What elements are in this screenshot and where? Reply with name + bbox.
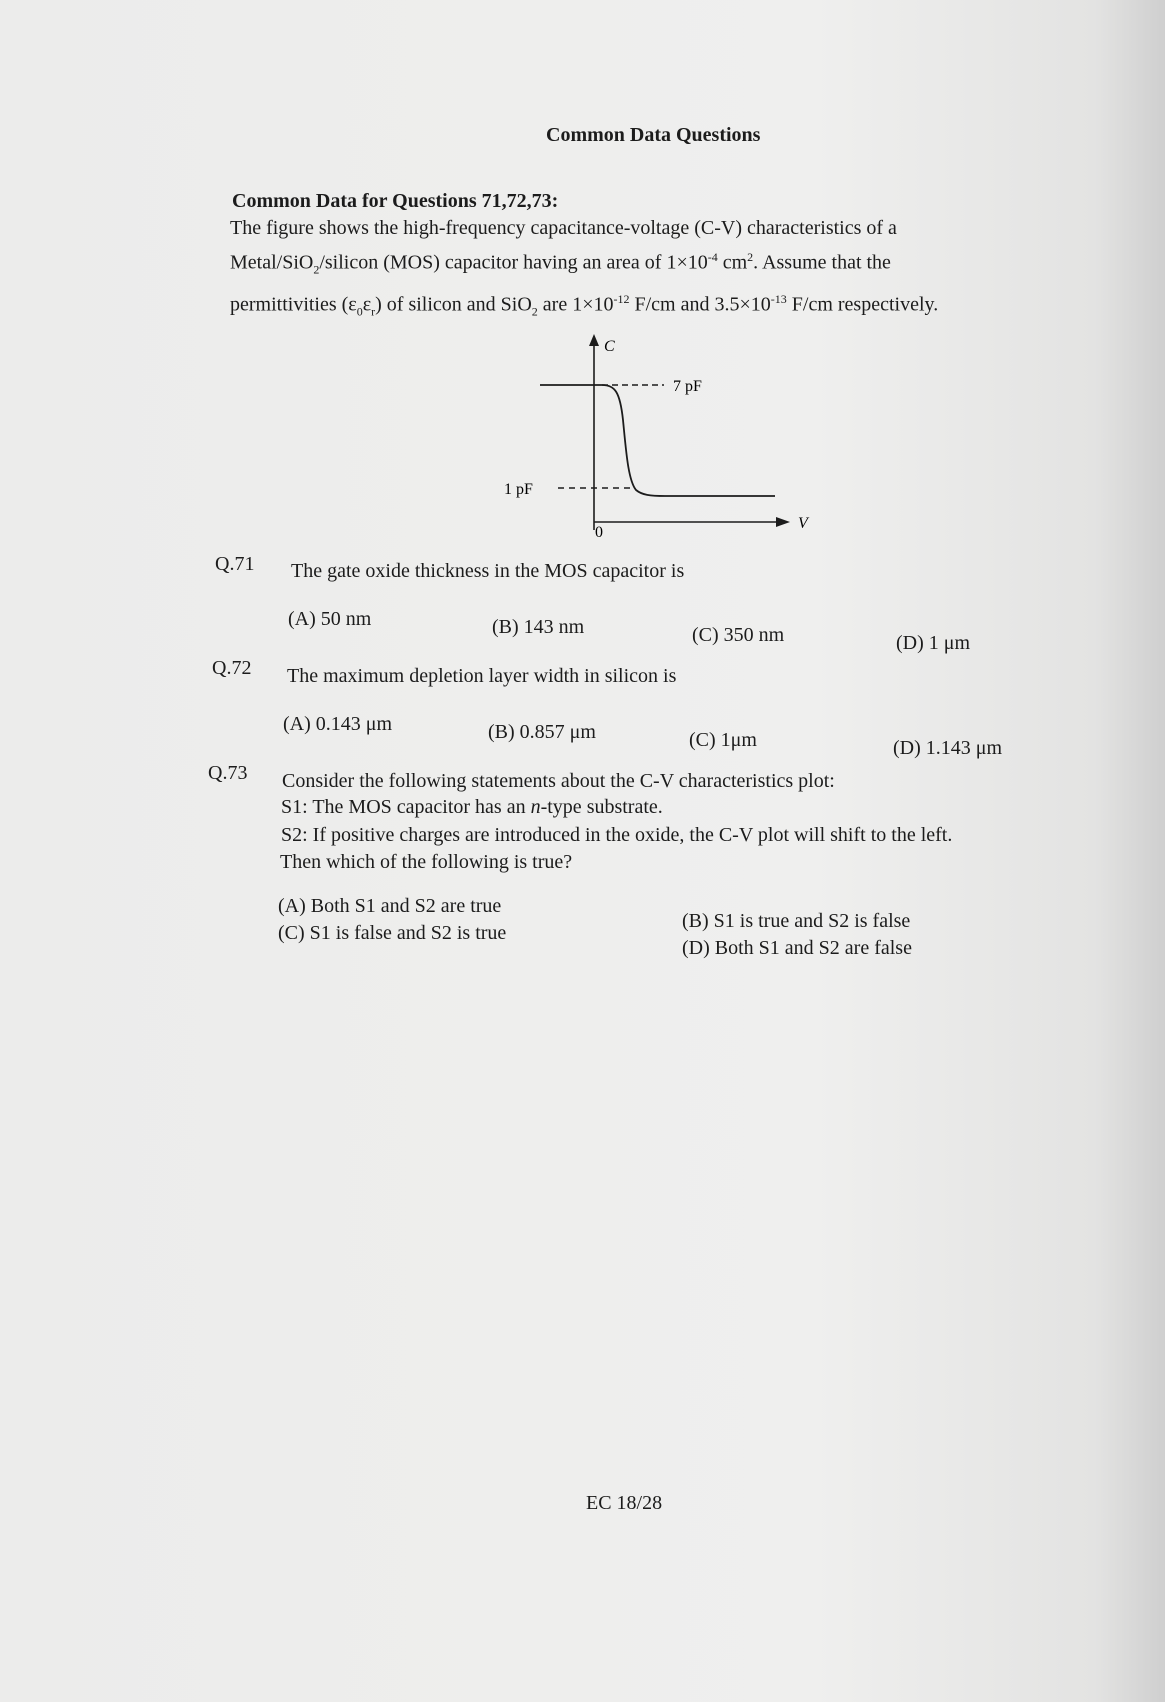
subscript: 0: [356, 304, 363, 319]
common-data-line-2: [230, 243, 1050, 285]
superscript: -4: [707, 250, 718, 264]
q72-option-c[interactable]: (C) 1μm: [689, 729, 757, 751]
question-then: Then which of the following is true?: [280, 851, 573, 873]
q73-option-b[interactable]: (B) S1 is true and S2 is false: [682, 910, 911, 932]
q73-option-c[interactable]: (C) S1 is false and S2 is true: [278, 922, 507, 944]
text-run: ε: [362, 293, 372, 316]
low-capacitance-label: 1 pF: [504, 481, 533, 498]
text-run: are 1×10: [537, 293, 614, 316]
text-run: F/cm respectively.: [786, 293, 939, 316]
subscript: 2: [531, 304, 538, 319]
common-data-line-3: [230, 285, 1050, 327]
text-run: /silicon (MOS) capacitor having an area of 1×10: [319, 251, 708, 274]
text-run: -type substrate.: [540, 796, 663, 818]
question-text-73: Consider the following statements about the C-V characteristics plot:: [282, 770, 835, 792]
y-axis-label: C: [604, 338, 615, 355]
cv-curve: [540, 385, 775, 496]
common-data-paragraph: [230, 214, 1050, 326]
common-data-title: Common Data for Questions 71,72,73:: [232, 190, 559, 212]
superscript: -13: [770, 291, 787, 306]
text-run: S1: The MOS capacitor has an: [281, 796, 531, 818]
high-capacitance-label: 7 pF: [673, 378, 702, 395]
superscript: 2: [747, 250, 754, 264]
x-axis-arrow-icon: [776, 517, 790, 527]
q71-option-d[interactable]: (D) 1 μm: [896, 632, 971, 654]
y-axis-arrow-icon: [589, 334, 599, 346]
question-text-71: The gate oxide thickness in the MOS capacitor is: [291, 560, 685, 582]
cv-characteristics-figure: [490, 330, 830, 545]
section-heading: Common Data Questions: [546, 124, 761, 146]
question-number-71: Q.71: [215, 553, 255, 575]
text-run: cm: [717, 251, 748, 274]
superscript: -12: [613, 291, 630, 306]
page-number: EC 18/28: [586, 1492, 663, 1514]
q72-option-d[interactable]: (D) 1.143 μm: [893, 737, 1003, 759]
q72-option-b[interactable]: (B) 0.857 μm: [488, 721, 596, 743]
question-number-73: Q.73: [208, 762, 248, 784]
italic-n: n: [530, 796, 541, 818]
text-run: permittivities (ε: [230, 293, 357, 316]
statement-s1: [281, 796, 663, 819]
q71-option-b[interactable]: (B) 143 nm: [492, 616, 585, 638]
subscript: 2: [313, 262, 320, 277]
x-axis-label: V: [798, 515, 808, 532]
text-run: . Assume that the: [753, 251, 891, 274]
text-run: ) of silicon and SiO: [375, 293, 532, 316]
q71-option-a[interactable]: (A) 50 nm: [288, 608, 372, 630]
text-run: Metal/SiO: [230, 251, 314, 274]
question-number-72: Q.72: [212, 657, 252, 679]
origin-label: 0: [595, 524, 603, 541]
common-data-line-1: The figure shows the high-frequency capacitance-voltage (C-V) characteristics of a: [230, 217, 897, 239]
subscript: r: [371, 304, 376, 319]
text-run: F/cm and 3.5×10: [629, 293, 771, 316]
statement-s2: S2: If positive charges are introduced in the oxide, the C-V plot will shift to the left.: [281, 824, 953, 846]
q73-option-d[interactable]: (D) Both S1 and S2 are false: [682, 937, 912, 959]
question-text-72: The maximum depletion layer width in silicon is: [287, 665, 677, 687]
q72-option-a[interactable]: (A) 0.143 μm: [283, 713, 393, 735]
q71-option-c[interactable]: (C) 350 nm: [692, 624, 785, 646]
q73-option-a[interactable]: (A) Both S1 and S2 are true: [278, 895, 502, 917]
